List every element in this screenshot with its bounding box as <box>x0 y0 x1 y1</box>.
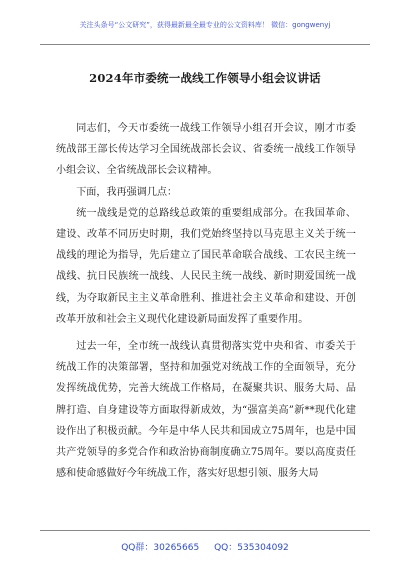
document-title: 2024年市委统一战线工作领导小组会议讲话 <box>89 71 321 85</box>
paragraph-opening: 同志们，今天市委统一战线工作领导小组召开会议，刚才市委统战部王部长传达学习全国统战部长会议、省委统一战线工作领导小组会议、全省统战部长会议精神。 <box>56 123 356 177</box>
contact-footer <box>40 540 370 553</box>
qq-number: QQ：535304092 <box>214 543 289 553</box>
paragraph-history: 统一战线是党的总路线总政策的重要组成部分。在我国革命、建设、改革不同历史时期，我们党始终坚持以马克思主义关于统一战线的理论为指导，先后建立了国民革命联合战线、工农民主统一战线、抗日民族统一战线、人民民主统一战线、新时期爱国统一战线，为夺取新民主主义革命胜利、推进社会主义革命和建设、开创改革开放和社会主义现代化建设新局面发挥了重要作用。 <box>56 207 356 325</box>
document-body <box>56 118 356 490</box>
qq-group: QQ群：30265665 <box>121 543 200 553</box>
paragraph-intro: 下面，我再强调几点： <box>76 186 178 198</box>
footer-divider <box>40 530 370 531</box>
promo-banner: 关注头条号“公文研究”，获得最新最全最专业的公文资料库！ 微信：gongwenyj <box>79 21 331 29</box>
paragraph-review: 过去一年，全市统一战线认真贯彻落实党中央和省、市委关于统战工作的决策部署，坚持和加强党对统战工作的全面领导，充分发挥统战优势，完善大统战工作格局，在凝聚共识、服务大局、品牌打造、自身建设等方面取得新成效，为“强富美高”新**现代化建设作出了积极贡献。今年是中华人民共和国成立75周年，也是中国共产党领导的多党合作和政治协商制度确立75周年。要以高度责任感和使命感做好今年统战工作，落实好思想引领、服务大局 <box>56 341 356 480</box>
header-divider <box>40 44 370 45</box>
